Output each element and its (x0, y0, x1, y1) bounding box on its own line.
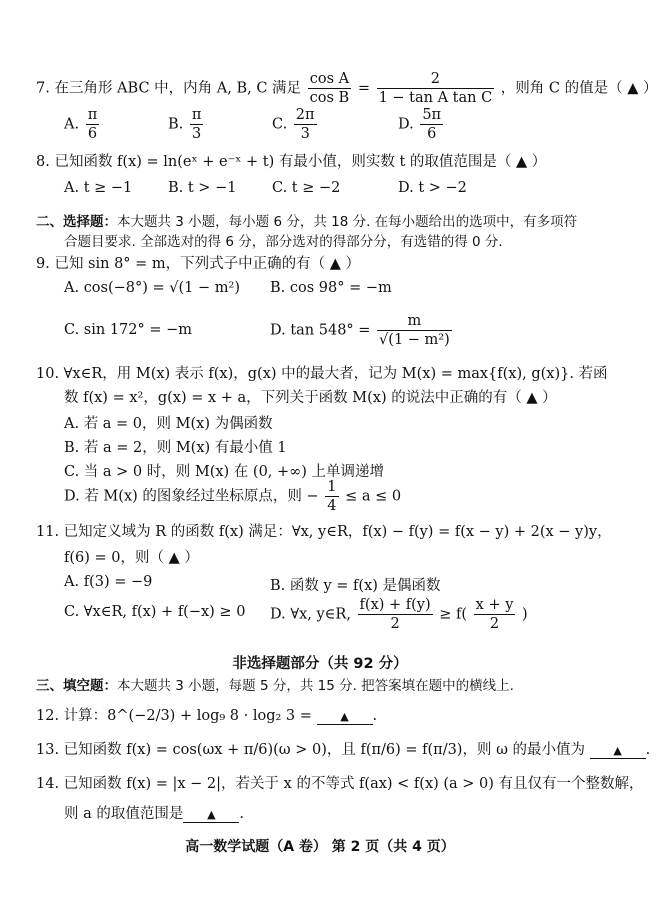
q9-option-d: D. tan 548° = $\frac{m}{\text{√(1 − m²)}}$ (270, 313, 450, 348)
q7-option-d: D. $\frac{5\pi}{6}$ (398, 107, 442, 142)
section-3-instructions: 三、填空题：本大题共 3 小题，每题 5 分，共 15 分. 把答案填在题中的横线上. (36, 678, 514, 694)
q7-option-b: B. $\frac{\pi}{3}$ (168, 107, 202, 142)
question-10-line2: 数 f(x) = x²，g(x) = x + a，下列关于函数 M(x) 的说法中正确的有（ ▲ ） (64, 390, 557, 406)
q9-option-c: C. sin 172° = −m (64, 322, 193, 338)
answer-blank: ▲ (183, 807, 239, 823)
q8-option-d: D. t > −2 (398, 180, 467, 196)
q8-option-c: C. t ≥ −2 (272, 180, 341, 196)
q9-option-a: A. cos(−8°) = √(1 − m²) (64, 280, 240, 296)
question-10-line1: 10. ∀x∈R，用 M(x) 表示 f(x)，g(x) 中的最大者，记为 M(x) = max{f(x), g(x)}. 若函 (36, 366, 608, 382)
answer-blank: ▲ (590, 743, 646, 759)
section-2-instructions-line1: 二、选择题：本大题共 3 小题，每小题 6 分，共 18 分. 在每小题给出的选项中，有多项符 (36, 214, 578, 230)
q7-option-c: C. $\frac{2\pi}{3}$ (272, 107, 315, 142)
q10-option-b: B. 若 a = 2，则 M(x) 有最小值 1 (64, 440, 287, 456)
q9-option-b: B. cos 98° = −m (270, 280, 392, 296)
question-8: 8. 已知函数 f(x) = ln(eˣ + e⁻ˣ + t) 有最小值，则实数 t 的取值范围是（ ▲ ） (36, 154, 547, 170)
q11-option-c: C. ∀x∈R, f(x) + f(−x) ≥ 0 (64, 604, 246, 620)
q10-option-c: C. 当 a > 0 时，则 M(x) 在 (0, +∞) 上单调递增 (64, 464, 385, 480)
q10-option-d: D. 若 M(x) 的图象经过坐标原点，则 − $\frac{1}{4}$ ≤ a ≤ 0 (64, 479, 402, 514)
q7-option-a: A. $\frac{\pi}{6}$ (64, 107, 98, 142)
part-heading: 非选择题部分（共 92 分） (232, 656, 408, 672)
q10-option-a: A. 若 a = 0，则 M(x) 为偶函数 (64, 416, 273, 432)
question-12: 12. 计算：8^(−2/3) + log₉ 8 · log₂ 3 = ▲ . (36, 708, 378, 724)
answer-blank: ▲ (317, 709, 373, 725)
question-9: 9. 已知 sin 8° = m，下列式子中正确的有（ ▲ ） (36, 256, 361, 272)
question-14-line2: 则 a 的取值范围是 ▲ . (64, 806, 244, 822)
q8-option-a: A. t ≥ −1 (64, 180, 133, 196)
page-footer: 高一数学试题（A 卷） 第 2 页（共 4 页） (185, 839, 455, 855)
question-11-line2: f(6) = 0，则（ ▲ ） (64, 550, 199, 566)
question-7-fraction-right: $\frac{2}{\text{1 − tan A tan C}}$ (378, 71, 493, 106)
question-13: 13. 已知函数 f(x) = cos(ωx + π/6)(ω > 0)，且 f(π/6) = f(π/3)，则 ω 的最小值为 ▲ . (36, 742, 651, 758)
q11-option-d: D. ∀x, y∈R, $\frac{f(x) + f(y)}{2}$ ≥ f( $\frac{x + y}{2}$ ) (270, 597, 528, 632)
question-7: 7. 在三角形 ABC 中，内角 A, B, C 满足 $\frac{\text{cos A}}{\text{cos B}}$ = $\frac{2}{\text{1 − tan A tan C}}$ ，则角 C 的值是（ ▲ ） (36, 71, 657, 106)
section-2-instructions-line2: 合题目要求. 全部选对的得 6 分，部分选对的得部分分，有选错的得 0 分. (64, 234, 503, 250)
question-7-stem-tail: ，则角 C 的值是（ ▲ ） (500, 80, 657, 97)
question-7-fraction-left: $\frac{\text{cos A}}{\text{cos B}}$ (309, 71, 350, 106)
q8-option-b: B. t > −1 (168, 180, 237, 196)
q11-option-a: A. f(3) = −9 (64, 574, 153, 590)
question-11-line1: 11. 已知定义域为 R 的函数 f(x) 满足：∀x, y∈R，f(x) − f(y) = f(x − y) + 2(x − y)y， (36, 524, 612, 540)
question-14-line1: 14. 已知函数 f(x) = |x − 2|，若关于 x 的不等式 f(ax) < f(x) (a > 0) 有且仅有一个整数解， (36, 776, 644, 792)
q11-option-b: B. 函数 y = f(x) 是偶函数 (270, 578, 441, 594)
question-7-stem: 7. 在三角形 ABC 中，内角 A, B, C 满足 (36, 80, 302, 97)
